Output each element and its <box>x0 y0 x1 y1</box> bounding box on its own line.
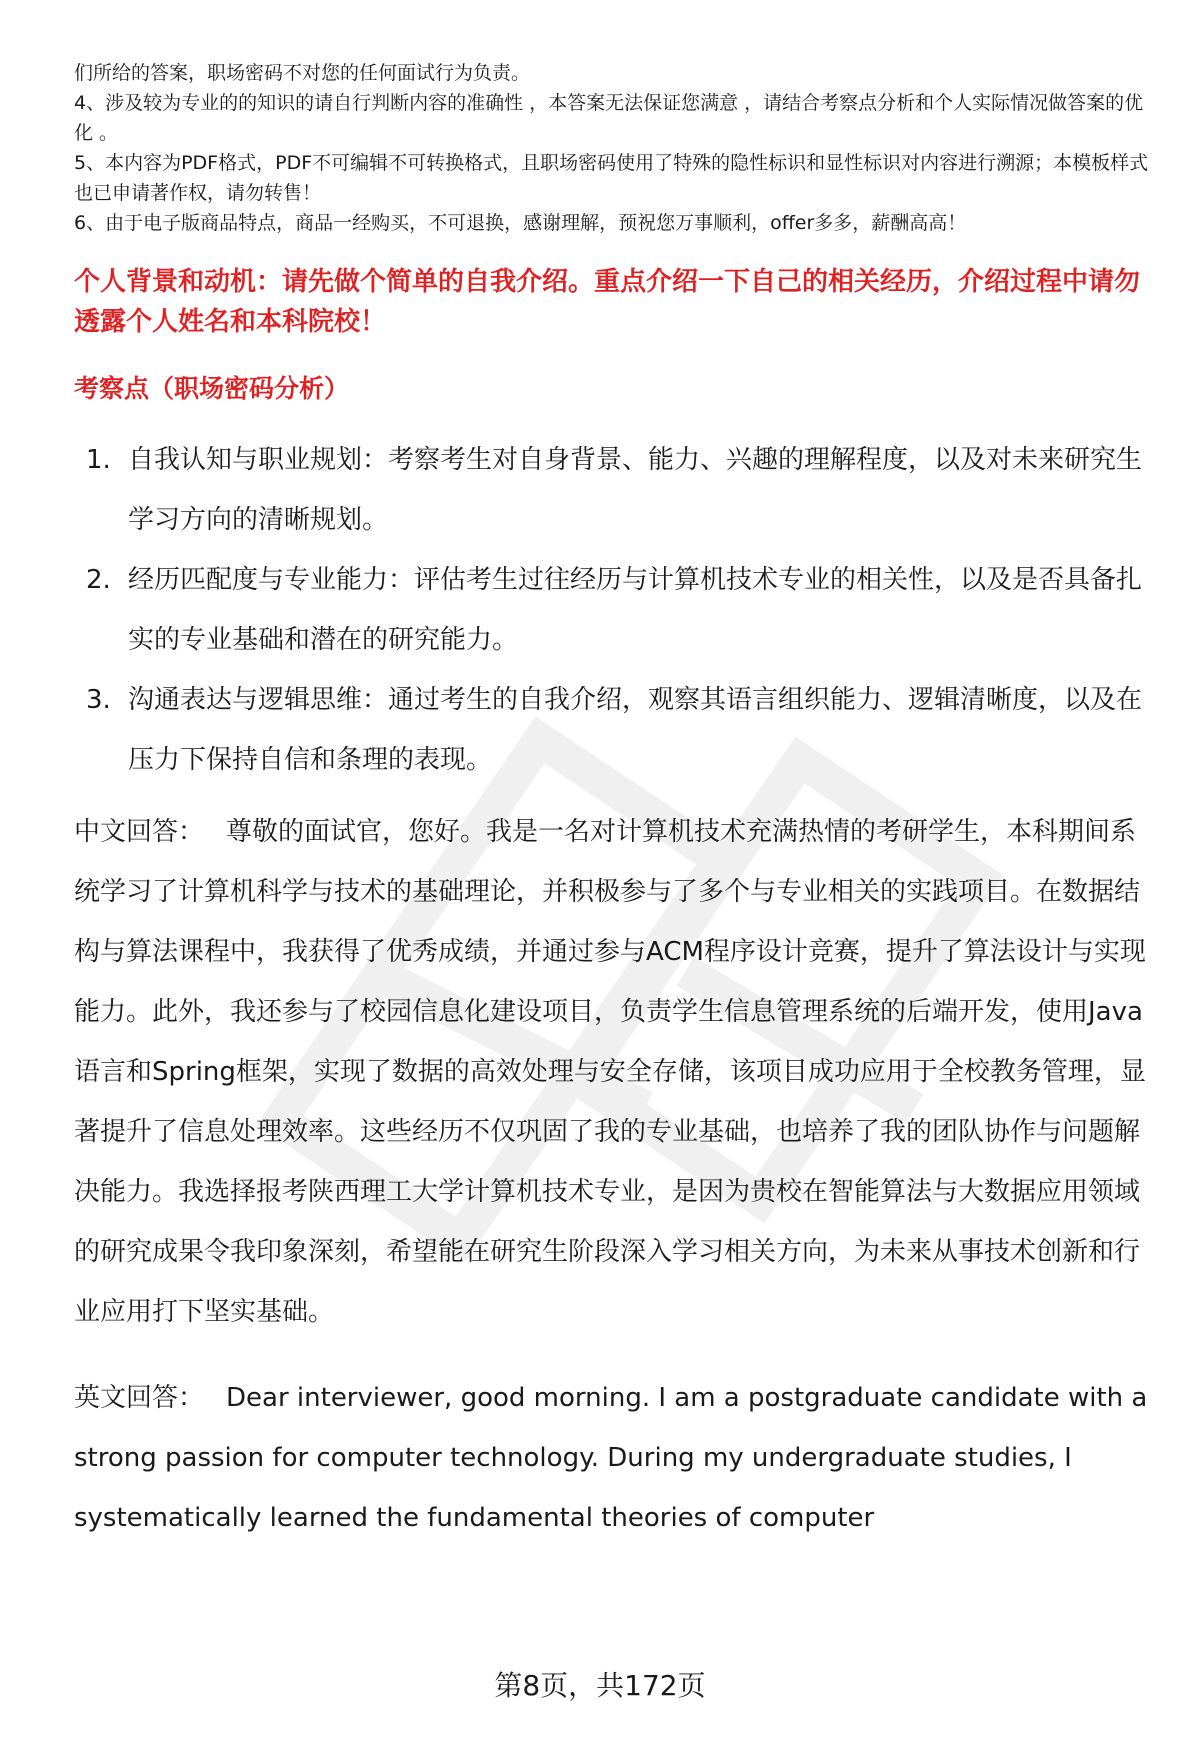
list-item-text: 自我认知与职业规划：考察考生对自身背景、能力、兴趣的理解程度，以及对未来研究生学习方向的清晰规划。 <box>128 445 1143 535</box>
list-item <box>74 670 1154 790</box>
focus-points-list <box>74 430 1154 790</box>
page-content <box>74 58 1154 1548</box>
list-item-number: 2. <box>86 565 111 595</box>
page-number: 第8页，共172页 <box>494 1669 706 1702</box>
focus-points-title: 考察点（职场密码分析） <box>74 374 350 403</box>
list-item-number: 3. <box>86 685 111 715</box>
english-answer-label: 英文回答： <box>74 1383 205 1413</box>
interview-question: 个人背景和动机：请先做个简单的自我介绍。重点介绍一下自己的相关经历，介绍过程中请勿透露个人姓名和本科院校！ <box>74 267 1141 337</box>
notice-line: 们所给的答案，职场密码不对您的任何面试行为负责。 <box>74 62 531 84</box>
list-item <box>74 550 1154 670</box>
notice-block <box>74 58 1154 238</box>
notice-line: 4、涉及较为专业的的知识的请自行判断内容的准确性 ，本答案无法保证您满意 ，请结合考察点分析和个人实际情况做答案的优化 。 <box>74 92 1144 144</box>
list-item-number: 1. <box>86 445 111 475</box>
chinese-answer-label: 中文回答： <box>74 817 205 847</box>
list-item <box>74 430 1154 550</box>
list-item-text: 沟通表达与逻辑思维：通过考生的自我介绍，观察其语言组织能力、逻辑清晰度，以及在压力下保持自信和条理的表现。 <box>128 685 1143 775</box>
notice-line: 6、由于电子版商品特点，商品一经购买，不可退换，感谢理解，预祝您万事顺利，offer多多，薪酬高高！ <box>74 212 967 234</box>
english-answer <box>74 1368 1154 1548</box>
list-item-text: 经历匹配度与专业能力：评估考生过往经历与计算机技术专业的相关性，以及是否具备扎实的专业基础和潜在的研究能力。 <box>128 565 1143 655</box>
chinese-answer <box>74 802 1154 1342</box>
notice-line: 5、本内容为PDF格式，PDF不可编辑不可转换格式，且职场密码使用了特殊的隐性标识和显性标识对内容进行溯源；本模板样式也已申请著作权，请勿转售！ <box>74 152 1149 204</box>
chinese-answer-text: 尊敬的面试官，您好。我是一名对计算机技术充满热情的考研学生，本科期间系统学习了计算机科学与技术的基础理论，并积极参与了多个与专业相关的实践项目。在数据结构与算法课程中，我获得了优秀成绩，并通过参与ACM程序设计竞赛，提升了算法设计与实现能力。此外，我还参与了校园信息化建设项目，负责学生信息管理系统的后端开发，使用Java语言和Spring框架，实现了数据的高效处理与安全存储，该项目成功应用于全校教务管理，显著提升了信息处理效率。这些经历不仅巩固了我的专业基础，也培养了我的团队协作与问题解决能力。我选择报考陕西理工大学计算机技术专业，是因为贵校在智能算法与大数据应用领域的研究成果令我印象深刻，希望能在研究生阶段深入学习相关方向，为未来从事技术创新和行业应用打下坚实基础。 <box>74 817 1146 1327</box>
english-answer-text: Dear interviewer, good morning. I am a postgraduate candidate with a strong passion for computer technology. During my undergraduate studies, I systematically learned the fundamental theories of computer <box>74 1383 1148 1533</box>
